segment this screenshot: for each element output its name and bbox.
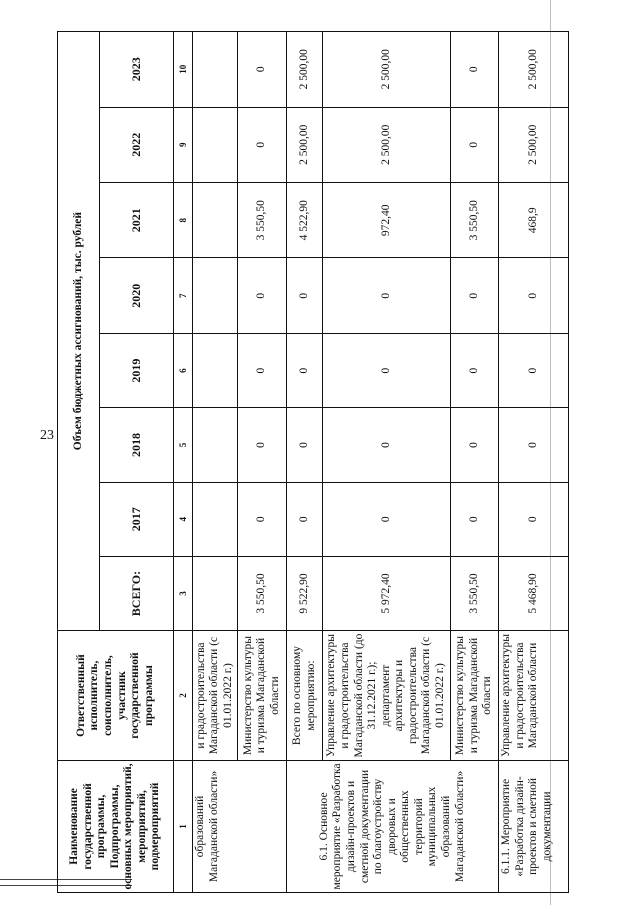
value-cell: 5 972,40 [323, 556, 451, 630]
index-cell: 5 [174, 408, 193, 482]
value-cell: 0 [238, 258, 287, 333]
program-name-cell: образований Магаданской области» [193, 760, 287, 892]
index-cell: 2 [174, 631, 193, 761]
index-cell: 7 [174, 258, 193, 333]
value-cell: 0 [323, 333, 451, 407]
table-row [499, 32, 569, 893]
page-number: 23 [40, 428, 54, 443]
value-cell [193, 482, 238, 556]
value-cell: 0 [499, 482, 569, 556]
index-cell: 9 [174, 107, 193, 182]
value-cell: 3 550,50 [451, 556, 499, 630]
header-year: 2023 [100, 32, 174, 108]
value-cell: 3 550,50 [451, 183, 499, 258]
value-cell: 468,9 [499, 183, 569, 258]
value-cell [193, 107, 238, 182]
value-cell [193, 556, 238, 630]
program-name-cell: 6.1.1. Мероприятие «Разработка дизайн-проектов и сметной документации [499, 760, 569, 892]
value-cell: 0 [323, 408, 451, 482]
value-cell: 0 [238, 408, 287, 482]
header-year: 2017 [100, 482, 174, 556]
responsible-cell: Управление архитектуры и градостроительства Магаданской области [499, 631, 569, 761]
value-cell: 0 [287, 333, 323, 407]
table-row [287, 32, 323, 893]
value-cell: 0 [499, 408, 569, 482]
value-cell: 0 [238, 32, 287, 108]
table-row [193, 32, 238, 893]
header-year: 2018 [100, 408, 174, 482]
index-cell: 10 [174, 32, 193, 108]
header-year: 2022 [100, 107, 174, 182]
index-cell: 3 [174, 556, 193, 630]
value-cell: 0 [451, 107, 499, 182]
value-cell: 0 [451, 258, 499, 333]
budget-table [57, 31, 569, 893]
value-cell [193, 333, 238, 407]
value-cell: 5 468,90 [499, 556, 569, 630]
program-name-cell: 6.1. Основное мероприятие «Разработка дизайн-проектов и сметной документации по благоустройству дворовых и общественных территорий муниципальных образований Магаданской области» [287, 760, 499, 892]
header-budget-group: Объем бюджетных ассигнований, тыс. рублей [58, 32, 100, 631]
value-cell [193, 258, 238, 333]
index-cell: 6 [174, 333, 193, 407]
value-cell: 3 550,50 [238, 183, 287, 258]
value-cell [193, 183, 238, 258]
index-cell: 1 [174, 760, 193, 892]
value-cell: 0 [287, 258, 323, 333]
value-cell: 0 [499, 258, 569, 333]
value-cell: 2 500,00 [323, 107, 451, 182]
value-cell: 2 500,00 [323, 32, 451, 108]
value-cell: 2 500,00 [499, 32, 569, 108]
header-responsible: Ответственный исполнитель, соисполнитель, участник государственной программы [58, 631, 174, 761]
value-cell [193, 408, 238, 482]
value-cell: 2 500,00 [287, 32, 323, 108]
value-cell: 0 [451, 408, 499, 482]
header-year: 2019 [100, 333, 174, 407]
value-cell: 0 [287, 408, 323, 482]
responsible-cell: Министерство культуры и туризма Магаданской области [451, 631, 499, 761]
header-name: Наименование государственной программы, Подпрограммы, основных мероприятий, мероприятий, подмероприятий [58, 760, 174, 892]
value-cell: 0 [238, 333, 287, 407]
responsible-cell: Министерство культуры и туризма Магаданской области [238, 631, 287, 761]
value-cell [193, 32, 238, 108]
value-cell: 0 [323, 258, 451, 333]
value-cell: 0 [238, 482, 287, 556]
value-cell: 0 [451, 32, 499, 108]
value-cell: 0 [451, 333, 499, 407]
value-cell: 2 500,00 [499, 107, 569, 182]
header-year: 2021 [100, 183, 174, 258]
value-cell: 0 [238, 107, 287, 182]
header-total: ВСЕГО: [100, 556, 174, 630]
value-cell: 972,40 [323, 183, 451, 258]
responsible-cell: Управление архитектуры и градостроительства Магаданской области (до 31.12.2021 г.); департамент архитектуры и градостроительства Магаданской области (с 01.01.2022 г.) [323, 631, 451, 761]
header-year: 2020 [100, 258, 174, 333]
value-cell: 0 [451, 482, 499, 556]
responsible-cell: Всего по основному мероприятию: [287, 631, 323, 761]
value-cell: 3 550,50 [238, 556, 287, 630]
value-cell: 2 500,00 [287, 107, 323, 182]
index-cell: 8 [174, 183, 193, 258]
value-cell: 0 [287, 482, 323, 556]
index-cell: 4 [174, 482, 193, 556]
value-cell: 4 522,90 [287, 183, 323, 258]
responsible-cell: и градостроительства Магаданской области (с 01.01.2022 г.) [193, 631, 238, 761]
value-cell: 0 [499, 333, 569, 407]
value-cell: 9 522,90 [287, 556, 323, 630]
value-cell: 0 [323, 482, 451, 556]
